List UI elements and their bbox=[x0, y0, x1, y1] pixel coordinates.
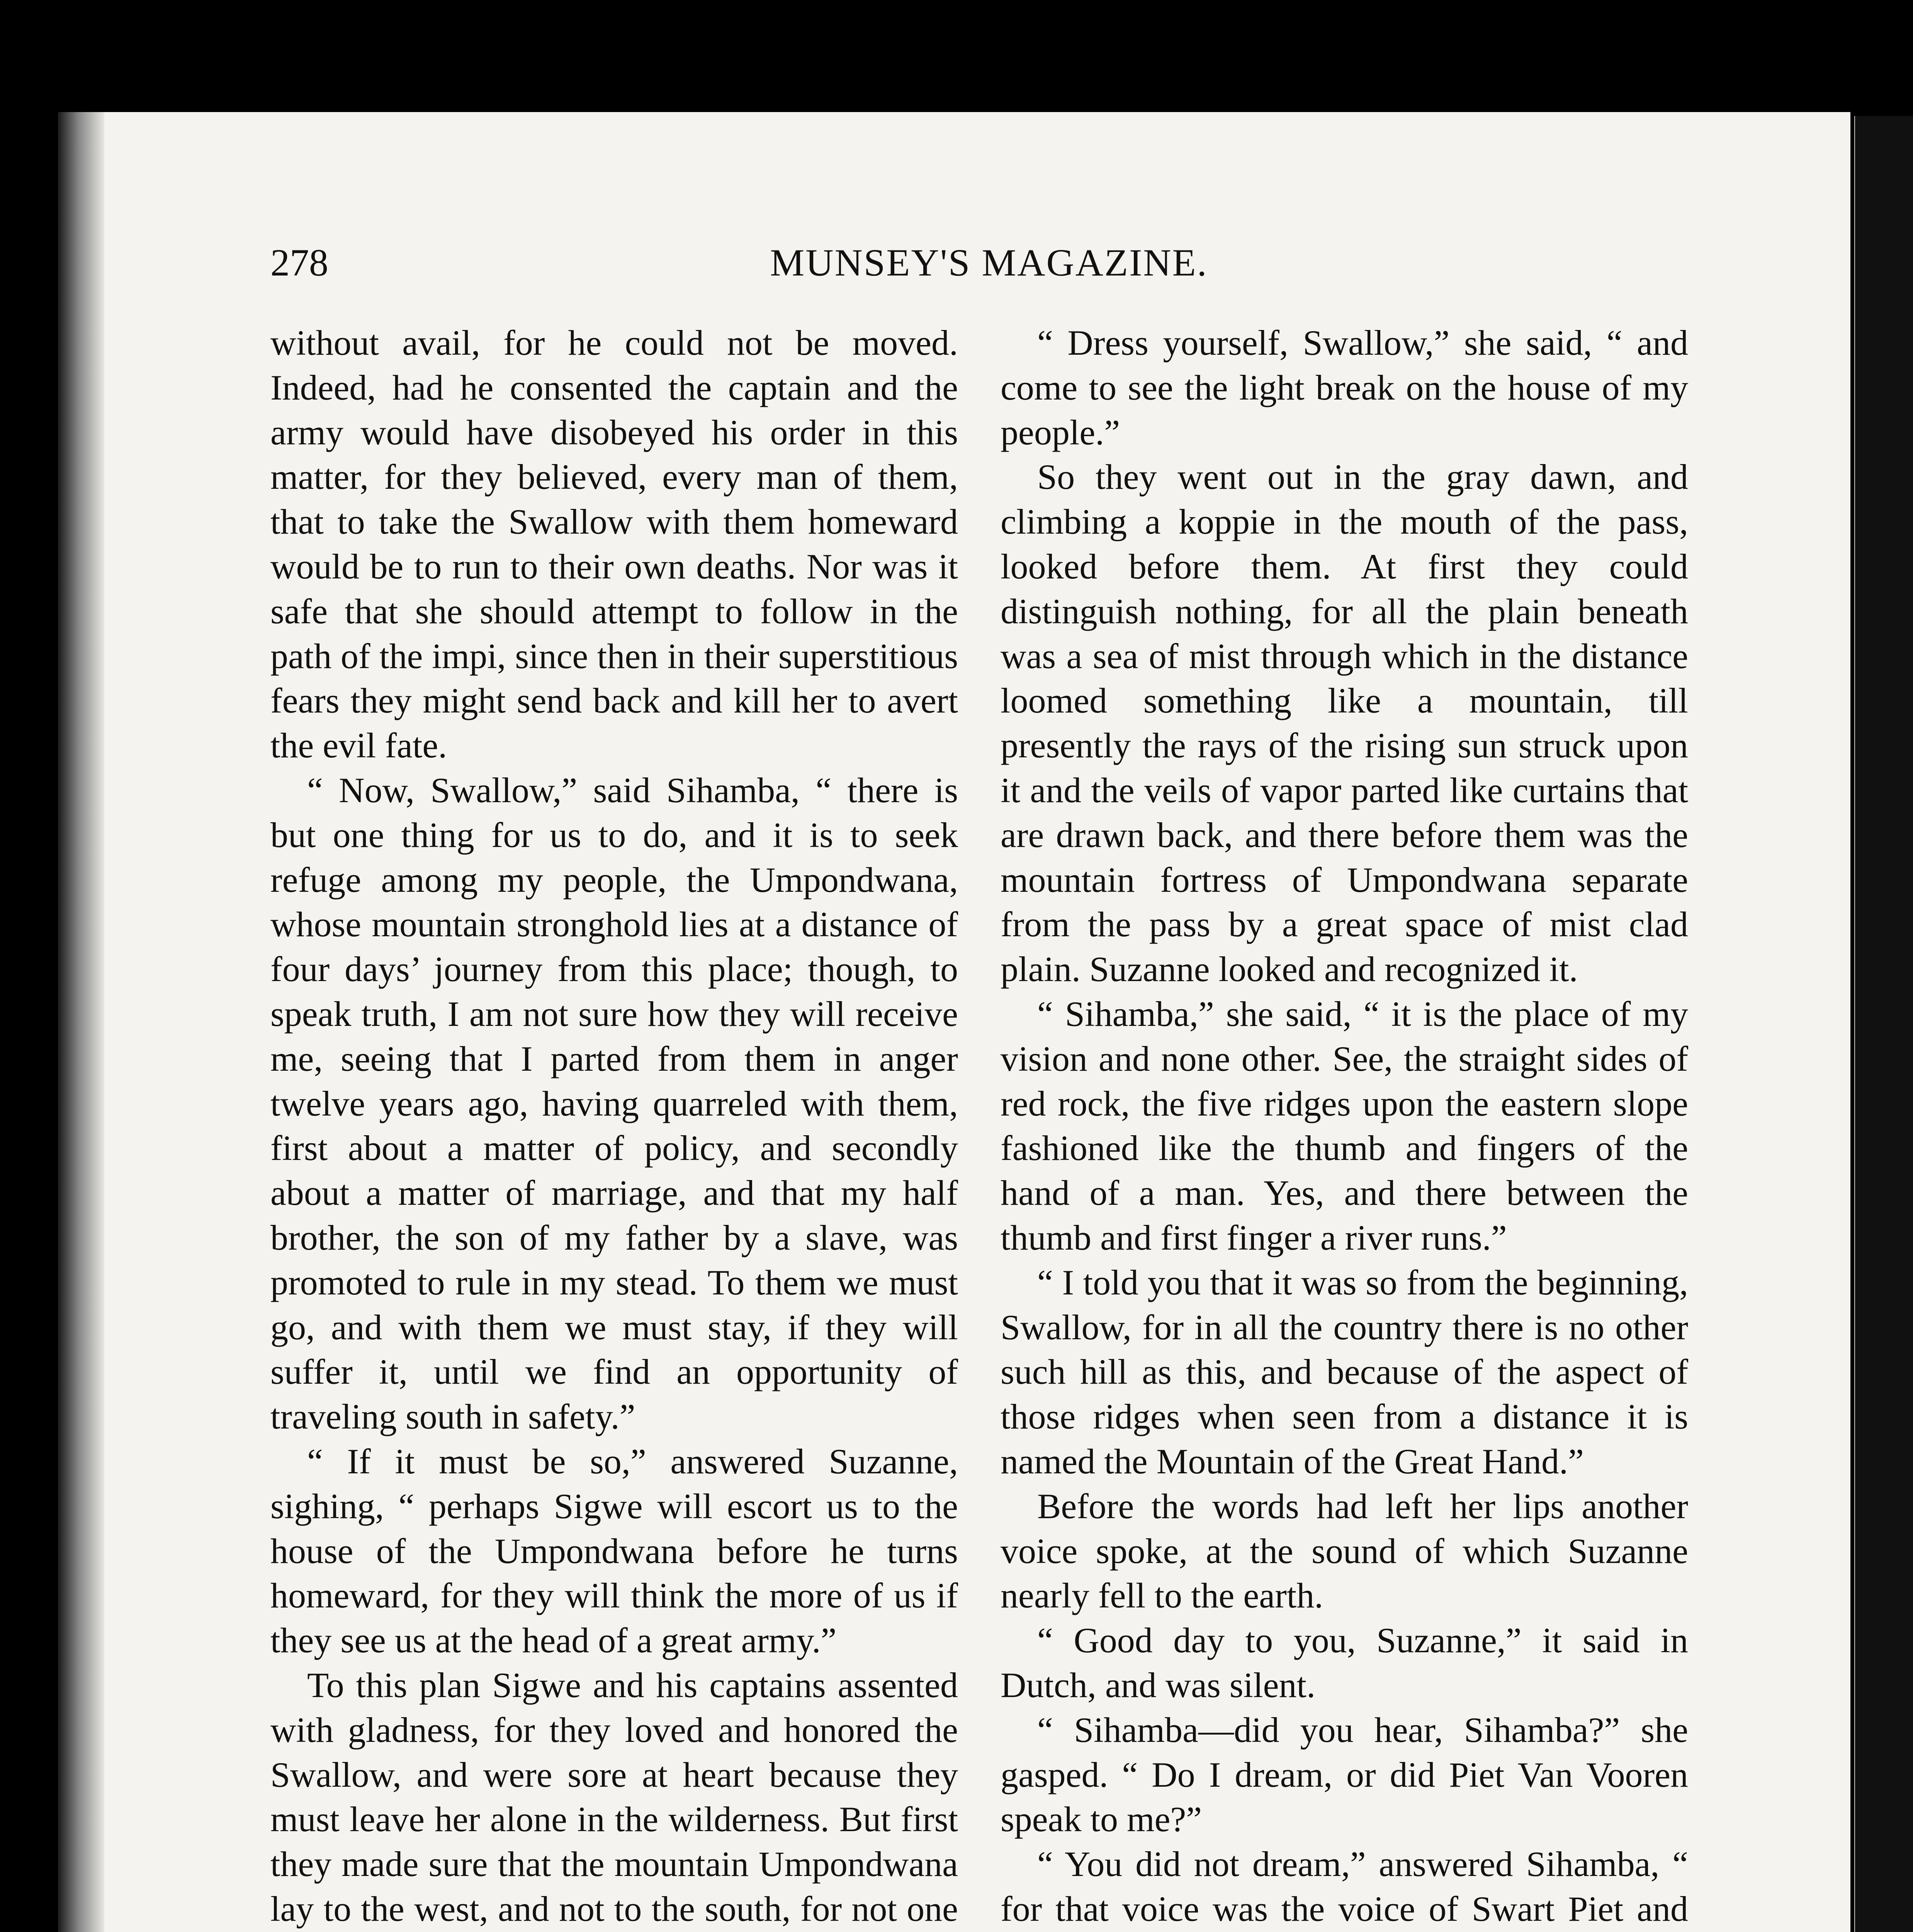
left-column bbox=[270, 321, 958, 1932]
paragraph: Before the words had left her lips another voice spoke, at the sound of which Suzanne nearly fell to the earth. bbox=[1001, 1486, 1688, 1616]
paragraph: “ Sihamba,” she said, “ it is the place of my vision and none other. See, the straight sides of red rock, the five ridges upon the eastern slope fashioned like the thumb and fingers of the hand of a man. Yes, and there between the thumb and first finger a river runs.” bbox=[1001, 994, 1688, 1257]
paragraph: “ You did not dream,” answered Sihamba, “ for that voice was the voice of Swart Piet and bbox=[1001, 1844, 1688, 1929]
binding-shadow bbox=[58, 112, 104, 1932]
paragraph: “ Good day to you, Suzanne,” it said in Dutch, and was silent. bbox=[1001, 1621, 1688, 1705]
paragraph: “ Dress yourself, Swallow,” she said, “ and come to see the light break on the house of my people.” bbox=[1001, 323, 1688, 452]
page-number: 278 bbox=[270, 241, 328, 284]
paragraph: “ If it must be so,” answered Suzanne, sighing, “ perhaps Sigwe will escort us to the house of the Umpondwana before he turns homeward, for they will think the more of us if they see us at the head of a great army.” bbox=[270, 1441, 958, 1660]
paragraph: without avail, for he could not be moved. Indeed, had he consented the captain and the army would have disobeyed his order in this matter, for they believed, every man of them, that to take the Swallow with them homeward would be to run to their own deaths. Nor was it safe that she should attempt to follow in the path of the impi, since then in their superstitious fears they might send back and kill her to avert the evil fate. bbox=[270, 323, 958, 765]
dark-edge bbox=[1855, 116, 1913, 1932]
magazine-title: MUNSEY'S MAGAZINE. bbox=[770, 241, 1208, 284]
paragraph: “ Now, Swallow,” said Sihamba, “ there is but one thing for us to do, and it is to seek refuge among my people, the Umpondwana, whose mountain stronghold lies at a distance of four days’ journey from this place; though, to speak truth, I am not sure how they will receive me, seeing that I parted from them in anger twelve years ago, having quarreled with them, first about a matter of policy, and secondly about a matter of marriage, and that my half brother, the son of my father by a slave, was promoted to rule in my stead. To them we must go, and with them we must stay, if they will suffer it, until we find an opportunity of traveling south in safety.” bbox=[270, 770, 958, 1437]
running-head bbox=[270, 236, 1707, 290]
paragraph: So they went out in the gray dawn, and climbing a koppie in the mouth of the pass, looked before them. At first they could distinguish nothing, for all the plain beneath was a sea of mist through which in the distance loomed something like a mountain, till presently the rays of the rising sun struck upon it and the veils of vapor parted like curtains that are drawn back, and there before them was the mountain fortress of Umpondwana separate from the pass by a great space of mist clad plain. Suzanne looked and recognized it. bbox=[1001, 457, 1688, 989]
paragraph: “ Sihamba—did you hear, Sihamba?” she gasped. “ Do I dream, or did Piet Van Vooren speak to me?” bbox=[1001, 1710, 1688, 1839]
paragraph: To this plan Sigwe and his captains assented with gladness, for they loved and honored the Swallow, and were sore at heart because they must leave her alone in the wilderness. But first they made sure that the mountain Umpondwana lay to the west, and not to the south, for not one bbox=[270, 1665, 958, 1929]
right-column bbox=[1001, 321, 1688, 1932]
paragraph: “ I told you that it was so from the beginning, Swallow, for in all the country there is no other such hill as this, and because of the aspect of those ridges when seen from a distance it is named the Mountain of the Great Hand.” bbox=[1001, 1262, 1688, 1481]
